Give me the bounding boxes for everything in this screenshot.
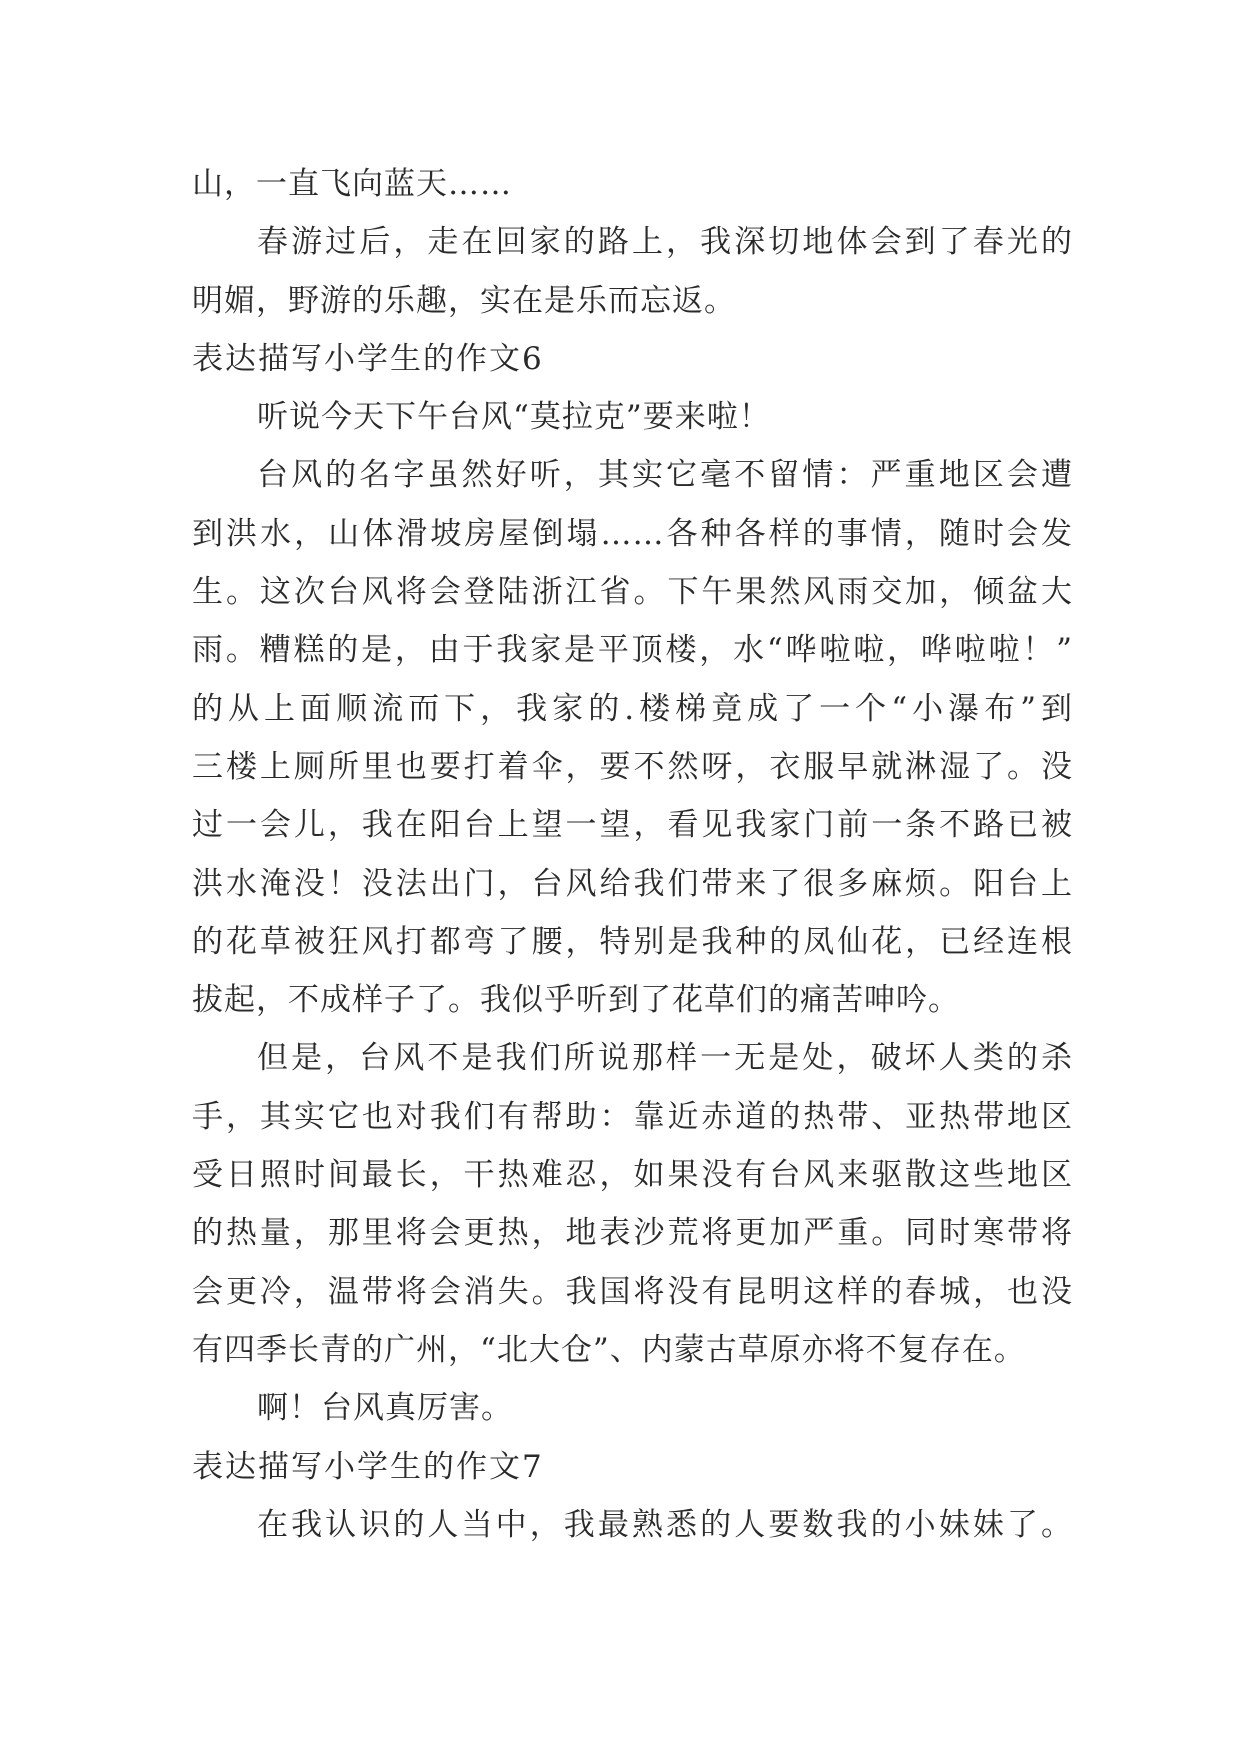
text-line: 手，其实它也对我们有帮助：靠近赤道的热带、亚热带地区 xyxy=(192,1098,1073,1135)
text-line: 洪水淹没！没法出门，台风给我们带来了很多麻烦。阳台上 xyxy=(192,865,1073,902)
text-line: 拔起，不成样子了。我似乎听到了花草们的痛苦呻吟。 xyxy=(192,982,960,1019)
text-line: 的花草被狂风打都弯了腰，特别是我种的凤仙花，已经连根 xyxy=(192,923,1073,960)
text-line: 会更冷，温带将会消失。我国将没有昆明这样的春城，也没 xyxy=(192,1273,1073,1310)
essay-heading: 表达描写小学生的作文7 xyxy=(192,1448,544,1485)
text-line: 在我认识的人当中，我最熟悉的人要数我的小妹妹了。 xyxy=(257,1506,1073,1543)
text-line: 雨。糟糕的是，由于我家是平顶楼，水“哗啦啦，哗啦啦！” xyxy=(192,632,1073,669)
text-line: 的从上面顺流而下，我家的.楼梯竟成了一个“小瀑布”到 xyxy=(192,690,1073,727)
paragraph-continuation xyxy=(192,155,1073,213)
text-line: 到洪水，山体滑坡房屋倒塌……各种各样的事情，随时会发 xyxy=(192,515,1073,552)
paragraph xyxy=(192,1029,1073,1379)
text-line: 明媚，野游的乐趣，实在是乐而忘返。 xyxy=(192,282,736,319)
paragraph xyxy=(192,213,1073,330)
essay-heading: 表达描写小学生的作文6 xyxy=(192,340,544,377)
paragraph xyxy=(192,1379,1073,1437)
paragraph xyxy=(192,1496,1073,1554)
paragraph xyxy=(192,446,1073,1029)
text-line: 受日照时间最长，干热难忍，如果没有台风来驱散这些地区 xyxy=(192,1157,1073,1194)
text-line: 的热量，那里将会更热，地表沙荒将更加严重。同时寒带将 xyxy=(192,1215,1073,1252)
paragraph xyxy=(192,388,1073,446)
text-line: 但是，台风不是我们所说那样一无是处，破坏人类的杀 xyxy=(257,1040,1073,1077)
text-line: 有四季长青的广州，“北大仓”、内蒙古草原亦将不复存在。 xyxy=(192,1331,1026,1368)
text-line: 三楼上厕所里也要打着伞，要不然呀，衣服早就淋湿了。没 xyxy=(192,748,1073,785)
document-body xyxy=(192,155,1073,1554)
text-line: 台风的名字虽然好听，其实它毫不留情：严重地区会遭 xyxy=(257,457,1073,494)
text-line: 春游过后，走在回家的路上，我深切地体会到了春光的 xyxy=(257,224,1073,261)
text-line: 过一会儿，我在阳台上望一望，看见我家门前一条不路已被 xyxy=(192,807,1073,844)
text-line: 啊！台风真厉害。 xyxy=(257,1390,513,1427)
text-line: 生。这次台风将会登陆浙江省。下午果然风雨交加，倾盆大 xyxy=(192,574,1073,611)
text-line: 听说今天下午台风“莫拉克”要来啦！ xyxy=(257,399,771,436)
text-line: 山，一直飞向蓝天…… xyxy=(192,166,512,202)
